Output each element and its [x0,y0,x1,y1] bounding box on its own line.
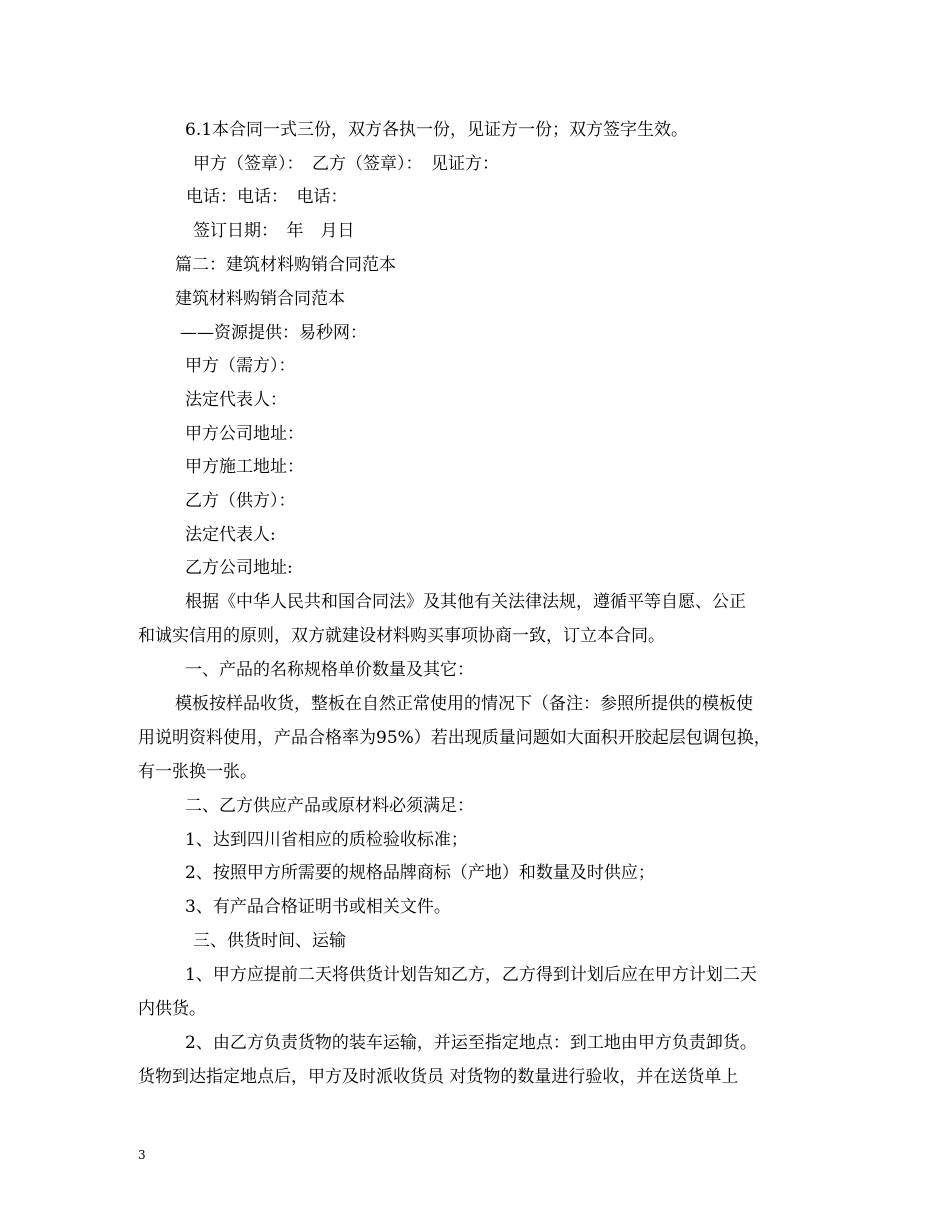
text-line: 甲方公司地址： [185,424,304,444]
text-line: 内供货。 [138,999,206,1019]
text-line: 三、供货时间、运输 [193,931,346,951]
page-number: 3 [138,1148,146,1162]
text-line: 法定代表人: [185,525,276,545]
text-line: 乙方公司地址: [185,558,293,578]
text-line: 甲方施工地址： [185,457,304,477]
document-title: 建筑材料购销合同范本 [175,289,345,309]
text-line: 甲方（需方）： [185,356,296,376]
text-line: 法定代表人： [185,390,287,410]
text-line: 2、由乙方负责货物的装车运输，并运至指定地点：到工地由甲方负责卸货。 [185,1033,757,1053]
text-line: 乙方（供方）： [185,491,296,511]
text-line: 模板按样品收货，整板在自然正常使用的情况下（备注：参照所提供的模板使 [175,694,753,714]
text-line: 2、按照甲方所需要的规格品牌商标（产地）和数量及时供应； [185,863,655,883]
text-line: 二、乙方供应产品或原材料必须满足： [185,796,474,816]
text-line: 根据《中华人民共和国合同法》及其他有关法律法规，遵循平等自愿、公正 [185,592,746,612]
text-line: 3、有产品合格证明书或相关文件。 [185,897,451,917]
text-line: 一、产品的名称规格单价数量及其它： [185,660,474,680]
text-line: 有一张换一张。 [138,762,257,782]
text-line: 签订日期： 年 月日 [193,221,355,241]
text-line: ——资源提供：易秒网： [180,323,367,343]
text-line: 1、达到四川省相应的质检验收标准； [185,830,468,850]
text-line: 甲方（签章）： 乙方（签章）： 见证方： [193,154,499,174]
text-line: 6.1本合同一式三份，双方各执一份，见证方一份；双方签字生效。 [185,120,689,140]
text-line: 和诚实信用的原则，双方就建设材料购买事项协商一致，订立本合同。 [138,626,665,646]
text-line: 货物到达指定地点后，甲方及时派收货员 对货物的数量进行验收，并在送货单上 [138,1067,739,1087]
text-line: 1、甲方应提前二天将供货计划告知乙方，乙方得到计划后应在甲方计划二天 [185,965,757,985]
section-heading: 篇二：建筑材料购销合同范本 [175,255,396,275]
text-line: 电话：电话： 电话： [186,187,348,207]
text-line: 用说明资料使用，产品合格率为95%）若出现质量问题如大面积开胶起层包调包换， [138,728,771,748]
